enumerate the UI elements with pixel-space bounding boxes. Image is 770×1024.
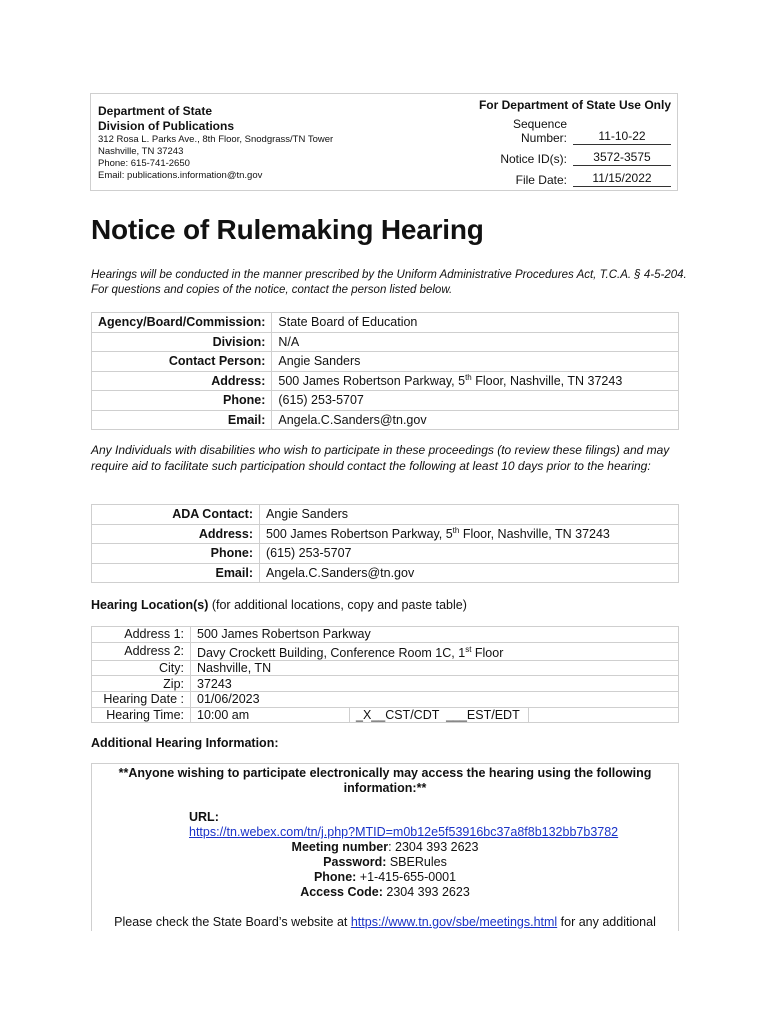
table-row [92, 563, 679, 583]
time-zone-value [350, 707, 679, 723]
additional-info-heading: Additional Hearing Information: [91, 736, 279, 750]
dial-phone-value: +1-415-655-0001 [356, 870, 457, 884]
table-row [92, 371, 679, 391]
notice-id-row [431, 150, 671, 166]
department-address: 312 Rosa L. Parks Ave., 8th Floor, Snodgrass/TN Tower [98, 134, 334, 145]
contact-person-label: Contact Person: [92, 352, 272, 372]
webex-link[interactable]: https://tn.webex.com/tn/j.php?MTID=m0b12e5f53916bc37a8f8b132bb7b3782 [189, 825, 619, 839]
intro-line-1: Hearings will be conducted in the manner prescribed by the Uniform Administrative Procedures Act, T.C.A. § 4-5-204. [91, 269, 687, 281]
division-name: Division of Publications [98, 119, 235, 133]
additional-info-box [91, 763, 679, 931]
access-code-label: Access Code: [300, 885, 383, 899]
table-row [92, 691, 679, 707]
address-superscript: th [465, 373, 472, 383]
dial-phone-label: Phone: [313, 870, 357, 884]
department-city: Nashville, TN 37243 [98, 146, 184, 157]
address-value [272, 371, 679, 391]
ada-contact-label: ADA Contact: [92, 505, 260, 525]
table-row [92, 410, 679, 430]
ada-contact-table [91, 504, 679, 583]
header-box [90, 93, 678, 191]
ada-address-value [260, 524, 679, 544]
address1-value: 500 James Robertson Parkway [191, 627, 679, 643]
agency-value: State Board of Education [272, 313, 679, 333]
hearing-date-label: Hearing Date : [92, 691, 191, 707]
access-code-row [92, 885, 678, 900]
phone-value: (615) 253-5707 [272, 391, 679, 411]
office-use-block [431, 98, 671, 187]
access-code-value: 2304 393 2623 [382, 885, 470, 899]
address-text: 500 James Robertson Parkway, 5 [278, 374, 466, 389]
file-date-row [431, 171, 671, 187]
zip-value: 37243 [191, 676, 679, 692]
sequence-label-line2: Number: [520, 131, 567, 145]
state-board-website-link[interactable]: https://www.tn.gov/sbe/meetings.html [350, 915, 558, 929]
office-use-title: For Department of State Use Only [478, 98, 671, 112]
password-value: SBERules [386, 855, 447, 869]
webex-url-row [189, 825, 678, 840]
address2-text: Davy Crockett Building, Conference Room 1C, 1 [197, 645, 466, 660]
address-label: Address: [92, 371, 272, 391]
address2-value [191, 642, 679, 660]
hearing-location-heading [91, 598, 467, 612]
table-row [92, 707, 679, 723]
agency-contact-table [91, 312, 679, 430]
email-label: Email: [92, 410, 272, 430]
state-board-website-note [92, 915, 678, 930]
sequence-row [431, 117, 671, 145]
table-row [92, 391, 679, 411]
division-value: N/A [272, 332, 679, 352]
hearing-location-heading-bold: Hearing Location(s) [91, 598, 209, 612]
meeting-number-label: Meeting number [291, 840, 389, 854]
address-text-rest: Floor, Nashville, TN 37243 [471, 374, 623, 389]
division-label: Division: [92, 332, 272, 352]
ada-address-text-rest: Floor, Nashville, TN 37243 [459, 527, 610, 542]
table-row [92, 627, 679, 643]
city-label: City: [92, 660, 191, 676]
website-note-text-rest: for any additional [557, 915, 656, 929]
zip-label: Zip: [92, 676, 191, 692]
ada-address-label: Address: [92, 524, 260, 544]
url-label: URL: [189, 810, 219, 824]
table-row [92, 313, 679, 333]
department-phone: Phone: 615-741-2650 [98, 158, 190, 169]
address2-text-rest: Floor [471, 645, 504, 660]
sequence-value: 11-10-22 [573, 129, 671, 145]
hearing-time-label: Hearing Time: [92, 707, 191, 723]
table-row [92, 676, 679, 692]
electronic-access-notice: **Anyone wishing to participate electronically may access the hearing using the following information:** [118, 766, 652, 795]
intro-line-2: For questions and copies of the notice, contact the person listed below. [91, 284, 453, 296]
city-value: Nashville, TN [191, 660, 679, 676]
file-date-label: File Date: [515, 173, 567, 187]
password-label: Password: [323, 855, 387, 869]
ada-email-value: Angela.C.Sanders@tn.gov [260, 563, 679, 583]
department-email: Email: publications.information@tn.gov [98, 170, 263, 181]
time-zone-text: _X__CST/CDT ___EST/EDT [356, 708, 529, 722]
ada-address-superscript: th [452, 526, 460, 536]
department-info [98, 104, 398, 182]
table-row [92, 352, 679, 372]
ada-phone-label: Phone: [92, 544, 260, 564]
contact-person-value: Angie Sanders [272, 352, 679, 372]
table-row [92, 642, 679, 660]
file-date-value: 11/15/2022 [573, 171, 671, 187]
table-row [92, 544, 679, 564]
agency-label: Agency/Board/Commission: [92, 313, 272, 333]
sequence-label [513, 117, 573, 145]
table-row [92, 524, 679, 544]
phone-label: Phone: [92, 391, 272, 411]
ada-contact-value: Angie Sanders [260, 505, 679, 525]
page-title: Notice of Rulemaking Hearing [91, 214, 484, 245]
ada-instructions: Any Individuals with disabilities who wish to participate in these proceedings (to review these filings) and may require aid to facilitate such participation should contact the following at least 10 days prior to the hearing: [91, 443, 670, 473]
ada-phone-value: (615) 253-5707 [260, 544, 679, 564]
table-row [92, 505, 679, 525]
email-value: Angela.C.Sanders@tn.gov [272, 410, 679, 430]
intro-text [91, 268, 691, 298]
website-note-text: Please check the State Board’s website at [114, 915, 351, 929]
department-name: Department of State [98, 104, 213, 118]
dial-phone-row [92, 870, 678, 885]
hearing-time-value: 10:00 am [191, 707, 350, 723]
sequence-label-line1: Sequence [512, 117, 567, 131]
notice-id-value: 3572-3575 [573, 150, 671, 166]
hearing-location-table [91, 626, 679, 723]
ada-address-text: 500 James Robertson Parkway, 5 [266, 527, 453, 542]
address2-label: Address 2: [92, 642, 191, 660]
meeting-number-row [92, 840, 678, 855]
table-row [92, 660, 679, 676]
address1-label: Address 1: [92, 627, 191, 643]
ada-email-label: Email: [92, 563, 260, 583]
hearing-location-heading-note: (for additional locations, copy and paste table) [208, 598, 467, 612]
hearing-date-value: 01/06/2023 [191, 691, 679, 707]
address2-superscript: st [465, 644, 472, 654]
meeting-number-value: : 2304 393 2623 [388, 840, 479, 854]
password-row [92, 855, 678, 870]
notice-id-label: Notice ID(s): [500, 152, 567, 166]
table-row [92, 332, 679, 352]
